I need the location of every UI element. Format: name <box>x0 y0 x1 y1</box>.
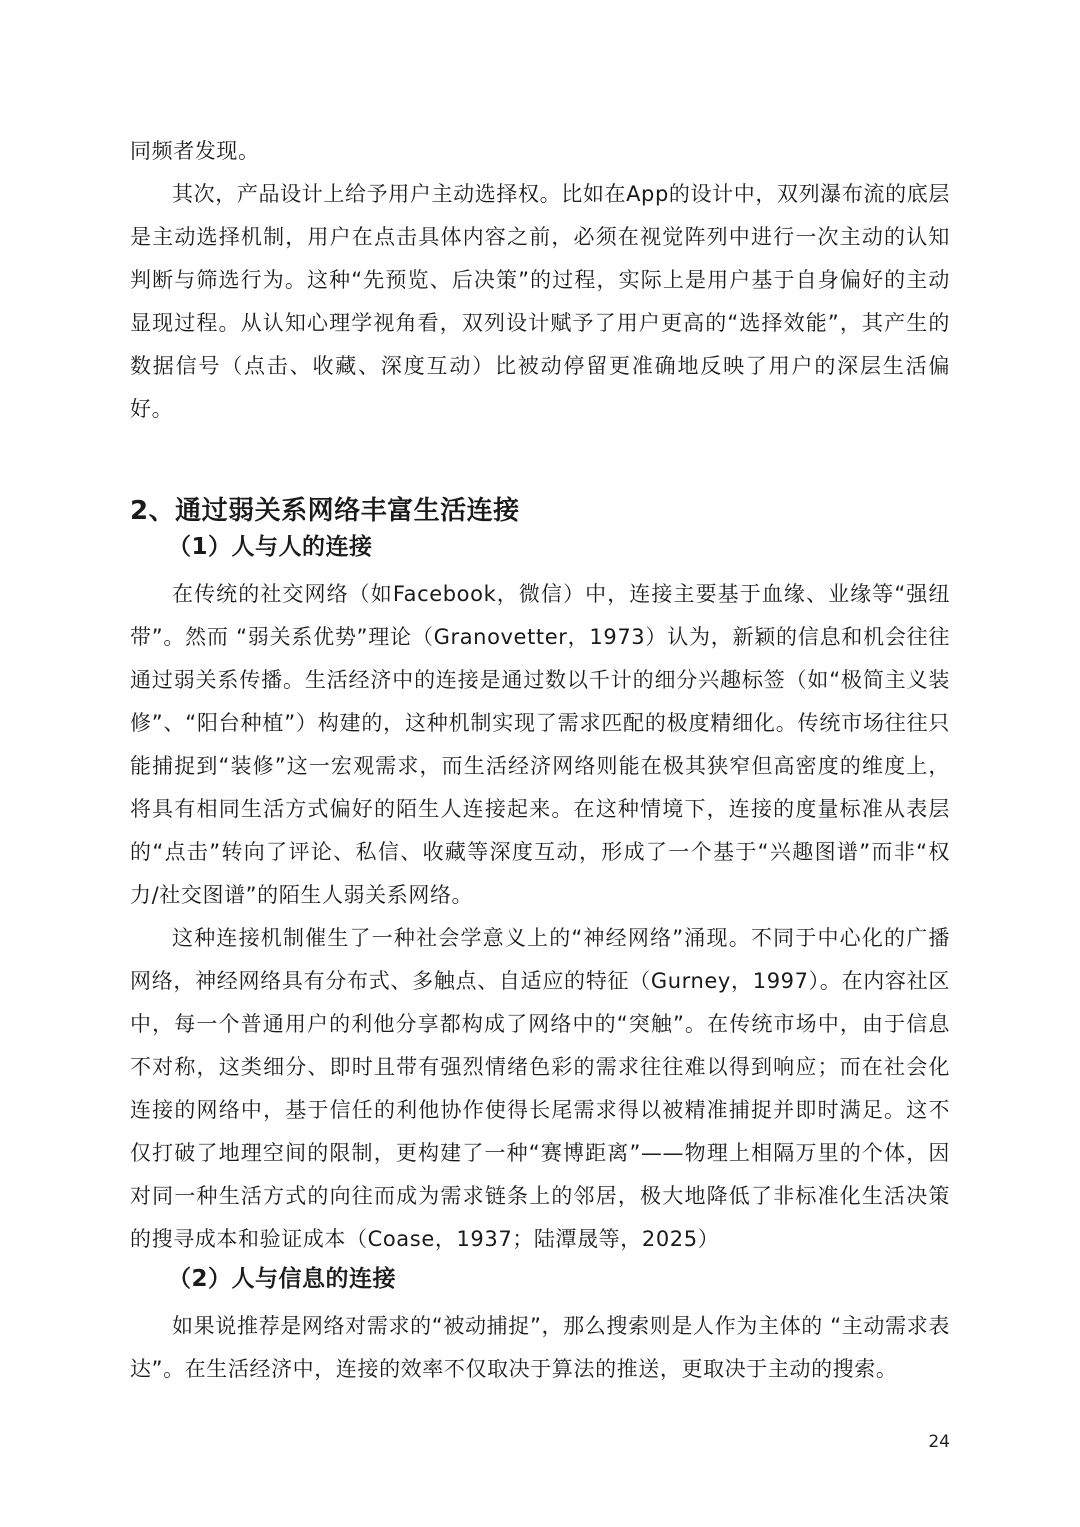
section-spacer <box>130 431 950 493</box>
paragraph-search: 如果说推荐是网络对需求的“被动捕捉”，那么搜索则是人作为主体的 “主动需求表达”。在生活经济中，连接的效率不仅取决于算法的推送，更取决于主动的搜索。 <box>130 1314 950 1381</box>
page-content <box>130 130 950 1391</box>
paragraph-continuation: 同频者发现。 <box>130 139 260 163</box>
section-heading: 2、通过弱关系网络丰富生活连接 <box>130 496 520 526</box>
page-number: 24 <box>928 1432 950 1452</box>
subsection-heading-information: （2）人与信息的连接 <box>168 1266 397 1292</box>
paragraph-product-design: 其次，产品设计上给予用户主动选择权。比如在App的设计中，双列瀑布流的底层是主动选择机制，用户在点击具体内容之前，必须在视觉阵列中进行一次主动的认知判断与筛选行为。这种“先预览、后决策”的过程，实际上是用户基于自身偏好的主动显现过程。从认知心理学视角看，双列设计赋予了用户更高的“选择效能”，其产生的数据信号（点击、收藏、深度互动）比被动停留更准确地反映了用户的深层生活偏好。 <box>130 182 950 421</box>
subsection-heading-people: （1）人与人的连接 <box>168 534 373 560</box>
paragraph-weak-ties: 在传统的社交网络（如Facebook，微信）中，连接主要基于血缘、业缘等“强纽带”。然而 “弱关系优势”理论（Granovetter，1973）认为，新颖的信息和机会往往通过弱关系传播。生活经济中的连接是通过数以千计的细分兴趣标签（如“极简主义装修”、“阳台种植”）构建的，这种机制实现了需求匹配的极度精细化。传统市场往往只能捕捉到“装修”这一宏观需求，而生活经济网络则能在极其狭窄但高密度的维度上，将具有相同生活方式偏好的陌生人连接起来。在这种情境下，连接的度量标准从表层的“点击”转向了评论、私信、收藏等深度互动，形成了一个基于“兴趣图谱”而非“权力/社交图谱”的陌生人弱关系网络。 <box>130 582 950 907</box>
paragraph-neural-network: 这种连接机制催生了一种社会学意义上的“神经网络”涌现。不同于中心化的广播网络，神经网络具有分布式、多触点、自适应的特征（Gurney，1997）。在内容社区中，每一个普通用户的利他分享都构成了网络中的“突触”。在传统市场中，由于信息不对称，这类细分、即时且带有强烈情绪色彩的需求往往难以得到响应；而在社会化连接的网络中，基于信任的利他协作使得长尾需求得以被精准捕捉并即时满足。这不仅打破了地理空间的限制，更构建了一种“赛博距离”——物理上相隔万里的个体，因对同一种生活方式的向往而成为需求链条上的邻居，极大地降低了非标准化生活决策的搜寻成本和验证成本（Coase，1937；陆潭晟等，2025） <box>130 926 950 1251</box>
